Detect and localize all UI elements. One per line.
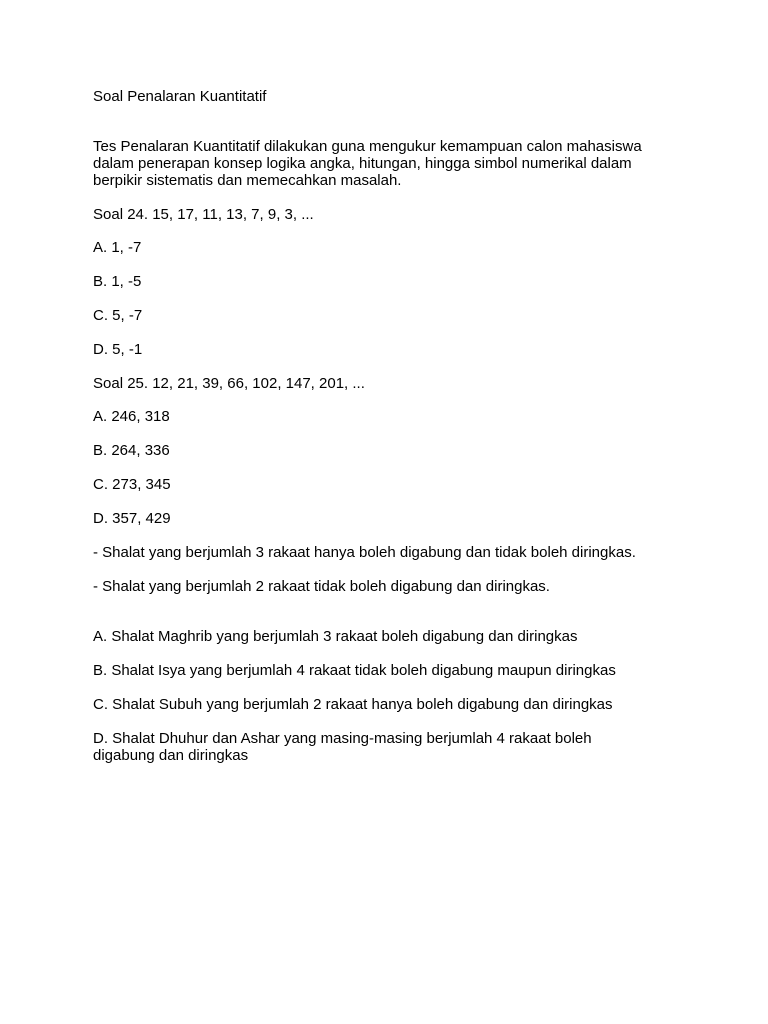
question-24-option-d: D. 5, -1: [93, 341, 143, 358]
statement-2: - Shalat yang berjumlah 2 rakaat tidak boleh digabung dan diringkas.: [93, 578, 550, 595]
question-25-option-a: A. 246, 318: [93, 408, 170, 425]
question-25-option-b: B. 264, 336: [93, 442, 170, 459]
statement-1: - Shalat yang berjumlah 3 rakaat hanya boleh digabung dan tidak boleh diringkas.: [93, 544, 636, 561]
intro-line-2: dalam penerapan konsep logika angka, hitungan, hingga simbol numerikal dalam: [93, 155, 632, 172]
shalat-option-d-line-1: D. Shalat Dhuhur dan Ashar yang masing-masing berjumlah 4 rakaat boleh: [93, 730, 592, 747]
intro-line-1: Tes Penalaran Kuantitatif dilakukan guna mengukur kemampuan calon mahasiswa: [93, 138, 642, 155]
intro-line-3: berpikir sistematis dan memecahkan masalah.: [93, 172, 402, 189]
document-title: Soal Penalaran Kuantitatif: [93, 88, 267, 105]
shalat-option-c: C. Shalat Subuh yang berjumlah 2 rakaat hanya boleh digabung dan diringkas: [93, 696, 613, 713]
shalat-option-b: B. Shalat Isya yang berjumlah 4 rakaat tidak boleh digabung maupun diringkas: [93, 662, 616, 679]
question-24-text: Soal 24. 15, 17, 11, 13, 7, 9, 3, ...: [93, 206, 314, 223]
question-25-option-d: D. 357, 429: [93, 510, 171, 527]
shalat-option-a: A. Shalat Maghrib yang berjumlah 3 rakaat boleh digabung dan diringkas: [93, 628, 578, 645]
shalat-option-d-line-2: digabung dan diringkas: [93, 747, 249, 764]
question-25-text: Soal 25. 12, 21, 39, 66, 102, 147, 201, ...: [93, 375, 365, 392]
question-24-option-c: C. 5, -7: [93, 307, 143, 324]
question-24-option-a: A. 1, -7: [93, 239, 142, 256]
question-25-option-c: C. 273, 345: [93, 476, 171, 493]
question-24-option-b: B. 1, -5: [93, 273, 142, 290]
